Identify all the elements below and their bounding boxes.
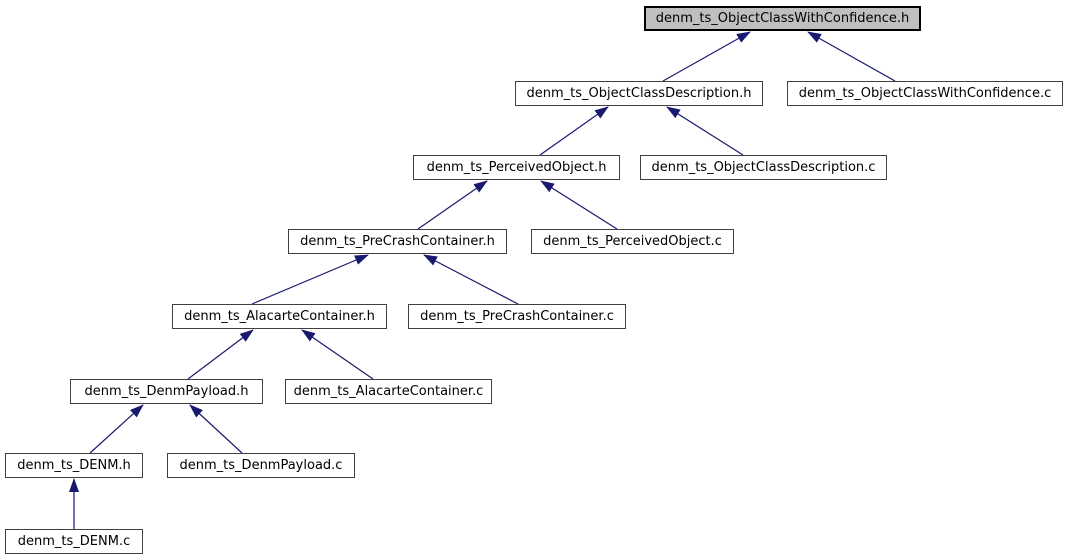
edge-precrashcontainer-h-to-perceivedobject-h bbox=[418, 181, 487, 229]
node-denm-ts-denmpayload-c[interactable]: denm_ts_DenmPayload.c bbox=[167, 453, 355, 478]
node-denm-ts-objectclassdescription-h[interactable]: denm_ts_ObjectClassDescription.h bbox=[515, 81, 763, 106]
edge-perceivedobject-c-to-perceivedobject-h bbox=[541, 181, 617, 229]
node-denm-ts-perceivedobject-h[interactable]: denm_ts_PerceivedObject.h bbox=[413, 155, 620, 180]
edge-alacartecontainer-h-to-precrashcontainer-h bbox=[252, 255, 368, 304]
node-denm-ts-precrashcontainer-c[interactable]: denm_ts_PreCrashContainer.c bbox=[408, 304, 626, 329]
node-denm-ts-denm-h[interactable]: denm_ts_DENM.h bbox=[5, 453, 143, 478]
edge-objectclassdescription-h-to-objectclasswithconfidence-h bbox=[663, 32, 750, 81]
node-denm-ts-denmpayload-h[interactable]: denm_ts_DenmPayload.h bbox=[70, 379, 263, 404]
node-denm-ts-objectclasswithconfidence-h[interactable]: denm_ts_ObjectClassWithConfidence.h bbox=[644, 6, 921, 31]
node-denm-ts-objectclasswithconfidence-c[interactable]: denm_ts_ObjectClassWithConfidence.c bbox=[787, 81, 1063, 106]
edge-precrashcontainer-c-to-precrashcontainer-h bbox=[424, 255, 518, 304]
node-denm-ts-alacartecontainer-h[interactable]: denm_ts_AlacarteContainer.h bbox=[172, 304, 387, 329]
edge-objectclasswithconfidence-c-to-objectclasswithconfidence-h bbox=[808, 32, 895, 81]
node-denm-ts-objectclassdescription-c[interactable]: denm_ts_ObjectClassDescription.c bbox=[640, 155, 887, 180]
edge-denm-h-to-denmpayload-h bbox=[90, 405, 143, 453]
node-denm-ts-alacartecontainer-c[interactable]: denm_ts_AlacarteContainer.c bbox=[285, 379, 492, 404]
edge-denmpayload-h-to-alacartecontainer-h bbox=[188, 330, 253, 379]
node-denm-ts-denm-c[interactable]: denm_ts_DENM.c bbox=[5, 529, 143, 554]
edge-alacartecontainer-c-to-alacartecontainer-h bbox=[302, 330, 373, 379]
node-denm-ts-perceivedobject-c[interactable]: denm_ts_PerceivedObject.c bbox=[531, 229, 734, 254]
node-denm-ts-precrashcontainer-h[interactable]: denm_ts_PreCrashContainer.h bbox=[288, 229, 507, 254]
edge-objectclassdescription-c-to-objectclassdescription-h bbox=[667, 107, 743, 155]
edge-denmpayload-c-to-denmpayload-h bbox=[190, 405, 242, 453]
edge-perceivedobject-h-to-objectclassdescription-h bbox=[540, 107, 608, 155]
